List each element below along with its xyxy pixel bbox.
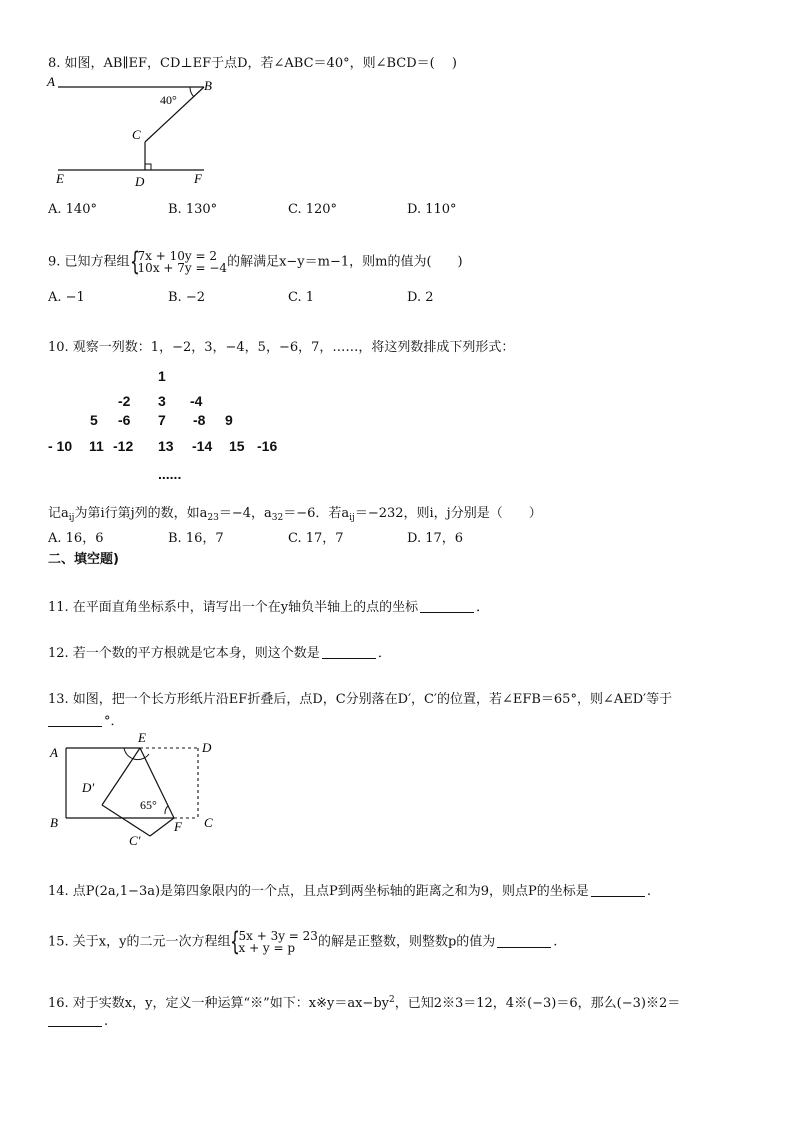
label-e: E <box>56 171 64 186</box>
q16-end: . <box>104 1014 109 1029</box>
label-c: C <box>204 815 213 830</box>
q14-answer-blank[interactable] <box>591 884 645 897</box>
q13-line2 <box>48 710 124 729</box>
q8-option-a: A. 140° <box>48 202 97 217</box>
q16-sup: 2 <box>388 995 395 1005</box>
q8-figure <box>44 74 224 194</box>
q14 <box>48 880 651 899</box>
tri-r4-c4: 13 <box>158 438 174 454</box>
label-a: A <box>47 74 55 89</box>
right-angle-mark <box>145 164 151 170</box>
q8-option-d: D. 110° <box>407 202 457 217</box>
q13-answer-blank[interactable] <box>48 714 102 727</box>
label-c: C <box>132 127 141 142</box>
q16-answer-blank[interactable] <box>48 1014 102 1027</box>
label-c-prime: C′ <box>129 833 141 848</box>
q16-text: 16. 对于实数x，y，定义一种运算“※”如下：x※y＝ax−by <box>48 996 389 1011</box>
angle-label: 65° <box>140 798 157 812</box>
q9-eq1: 7x + 10y = 2 <box>137 249 217 263</box>
label-f: F <box>194 171 202 186</box>
q12-end: ． <box>377 646 391 661</box>
q9-option-b: B. −2 <box>168 290 205 305</box>
q9-system: { 7x + 10y = 2 10x + 7y = −4 <box>129 247 228 277</box>
q9-stem <box>48 247 463 277</box>
q11-text: 11. 在平面直角坐标系中，请写出一个在y轴负半轴上的点的坐标 <box>48 600 419 615</box>
fold-cf <box>150 818 174 836</box>
q10-option-d: D. 17，6 <box>407 531 464 546</box>
q15-answer-blank[interactable] <box>497 935 551 948</box>
q15 <box>48 927 558 957</box>
section-fill-blank-title: 二、填空题) <box>48 552 119 567</box>
q8-option-b: B. 130° <box>168 202 218 217</box>
q15-eq1: 5x + 3y = 23 <box>238 929 318 943</box>
q11-end: ． <box>476 600 490 615</box>
q15-prefix: 15. 关于x，y的二元一次方程组 <box>48 934 231 950</box>
q9-option-c: C. 1 <box>288 290 315 305</box>
q10-text-b: 为第i行第j列的数，如a <box>74 506 208 521</box>
q15-system: { 5x + 3y = 23 x + y = p <box>230 927 318 957</box>
q10-sub-ij: ij <box>68 513 75 523</box>
q8-stem: 8. 如图，AB∥EF，CD⊥EF于点D，若∠ABC＝40°，则∠BCD＝( ) <box>48 56 457 71</box>
q9-suffix: 的解满足x−y＝m−1，则m的值为( ) <box>227 254 463 270</box>
q10-sub-ij2: ij <box>349 513 355 523</box>
q12-text: 12. 若一个数的平方根就是它本身，则这个数是 <box>48 646 320 661</box>
q15-suffix: 的解是正整数，则整数p的值为 <box>317 934 496 950</box>
angle-arc-b <box>190 87 194 97</box>
tri-r4-c3: -12 <box>113 438 134 454</box>
q10-option-a: A. 16，6 <box>48 531 104 546</box>
label-d: D <box>202 740 212 755</box>
fold-ed <box>102 748 140 805</box>
q10-text-c: ＝−4，a <box>218 506 272 521</box>
q13-end: °． <box>104 714 124 729</box>
tri-r4-c7: -16 <box>257 438 278 454</box>
label-b: B <box>50 815 58 830</box>
q12-answer-blank[interactable] <box>322 646 376 659</box>
q10-option-c: C. 17，7 <box>288 531 344 546</box>
tri-r4-c5: -14 <box>192 438 213 454</box>
q10-stem: 10. 观察一列数：1，−2，3，−4，5，−6，7，……，将这列数排成下列形式： <box>48 340 515 355</box>
q9-eq2: 10x + 7y = −4 <box>137 261 228 275</box>
q10-text-a: 记a <box>48 506 69 521</box>
q14-end: . <box>646 884 651 899</box>
q10-sub-32: 32 <box>271 513 284 523</box>
q10-text-d: ＝−6．若a <box>283 506 350 521</box>
q12 <box>48 642 391 661</box>
tri-r3-c4: -8 <box>193 412 206 428</box>
label-d-prime: D′ <box>82 780 95 795</box>
tri-r3-c1: 5 <box>90 412 98 428</box>
q15-end: . <box>553 934 558 950</box>
label-b: B <box>204 78 212 93</box>
label-f: F <box>174 819 182 834</box>
label-d: D <box>135 174 145 189</box>
q8-option-c: C. 120° <box>288 202 338 217</box>
tri-r3-c2: -6 <box>118 412 131 428</box>
label-a: A <box>50 745 58 760</box>
q9-option-a: A. −1 <box>48 290 85 305</box>
angle-arc-f <box>165 806 168 814</box>
q10-sub-23: 23 <box>207 513 219 523</box>
q9-prefix: 9. 已知方程组 <box>48 254 130 270</box>
q11 <box>48 596 489 615</box>
tri-r2-c1: -2 <box>118 393 131 409</box>
q11-answer-blank[interactable] <box>420 600 474 613</box>
tri-r3-c3: 7 <box>158 412 166 428</box>
tri-r2-c2: 3 <box>158 393 166 409</box>
angle-label: 40° <box>160 93 177 107</box>
label-e: E <box>138 730 146 745</box>
tri-r1-c1: 1 <box>158 368 166 384</box>
tri-r4-c1: - 10 <box>48 438 73 454</box>
tri-r4-c6: 15 <box>229 438 245 454</box>
q14-text: 14. 点P(2a,1−3a)是第四象限内的一个点，且点P到两坐标轴的距离之和为9，则点P的坐标是 <box>48 884 589 899</box>
q9-option-d: D. 2 <box>407 290 434 305</box>
q13-figure <box>44 730 224 852</box>
q10-text-e: ＝−232，则i，j分别是（ ） <box>354 506 542 521</box>
q13-stem: 13. 如图，把一个长方形纸片沿EF折叠后，点D，C分别落在D′，C′的位置，若∠EFB＝65°，则∠AED′等于 <box>48 692 673 707</box>
tri-r2-c3: -4 <box>190 393 203 409</box>
q16 <box>48 992 680 1011</box>
tri-dots: ...... <box>158 466 182 482</box>
q16-line2 <box>48 1014 108 1029</box>
q10-option-b: B. 16，7 <box>168 531 224 546</box>
tri-r3-c5: 9 <box>225 412 233 428</box>
q16-text2: ，已知2※3＝12，4※(−3)＝6，那么(−3)※2＝ <box>394 996 681 1011</box>
q15-eq2: x + y = p <box>238 941 296 955</box>
tri-r4-c2: 11 <box>89 438 104 454</box>
q10-line2 <box>48 502 542 523</box>
